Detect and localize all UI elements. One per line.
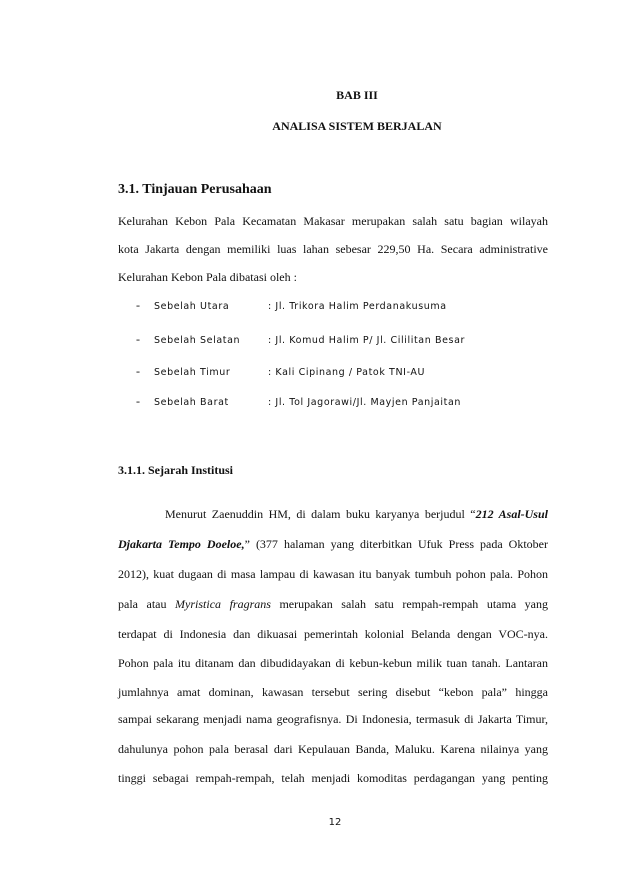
section-heading: 3.1. Tinjauan Perusahaan bbox=[118, 182, 272, 197]
book-title-part-2: Djakarta Tempo Doeloe, bbox=[118, 537, 245, 551]
border-dash-north: - bbox=[136, 298, 140, 312]
paragraph-line-6: Pohon pala itu ditanam dan dibudidayakan di kebun-kebun milik tuan tanah. Lantaran bbox=[118, 656, 548, 670]
intro-line-3: Kelurahan Kebon Pala dibatasi oleh : bbox=[118, 270, 297, 284]
paragraph-line-1: Menurut Zaenuddin HM, di dalam buku karyanya berjudul “212 Asal-Usul bbox=[165, 507, 548, 521]
chapter-number: BAB III bbox=[336, 88, 378, 102]
page-number: 12 bbox=[328, 817, 342, 828]
intro-line-1: Kelurahan Kebon Pala Kecamatan Makasar merupakan salah satu bagian wilayah bbox=[118, 214, 548, 228]
border-value-east: : Kali Cipinang / Patok TNI-AU bbox=[268, 367, 426, 378]
border-label-east: Sebelah Timur bbox=[154, 367, 231, 378]
intro-line-2: kota Jakarta dengan memiliki luas lahan sebesar 229,50 Ha. Secara administrative bbox=[118, 242, 548, 256]
paragraph-line-2: Djakarta Tempo Doeloe,” (377 halaman yang diterbitkan Ufuk Press pada Oktober bbox=[118, 537, 548, 551]
paragraph-line-7: jumlahnya amat dominan, kawasan tersebut sering disebut “kebon pala” hingga bbox=[118, 685, 548, 699]
paragraph-line-8: sampai sekarang menjadi nama geografisnya. Di Indonesia, termasuk di Jakarta Timur, bbox=[118, 712, 548, 726]
border-value-south: : Jl. Komud Halim P/ Jl. Cililitan Besar bbox=[268, 335, 465, 346]
paragraph-line-9: dahulunya pohon pala berasal dari Kepulauan Banda, Maluku. Karena nilainya yang bbox=[118, 742, 548, 756]
chapter-title: ANALISA SISTEM BERJALAN bbox=[272, 119, 442, 133]
species-name: Myristica fragrans bbox=[175, 597, 271, 611]
border-label-north: Sebelah Utara bbox=[154, 301, 230, 312]
border-dash-south: - bbox=[136, 332, 140, 346]
paragraph-line-4: pala atau Myristica fragrans merupakan salah satu rempah-rempah utama yang bbox=[118, 597, 549, 611]
border-dash-west: - bbox=[136, 394, 140, 408]
border-dash-east: - bbox=[136, 364, 140, 378]
border-label-west: Sebelah Barat bbox=[154, 397, 229, 408]
book-title-part-1: 212 Asal-Usul bbox=[475, 507, 548, 521]
border-value-north: : Jl. Trikora Halim Perdanakusuma bbox=[268, 301, 447, 312]
subsection-heading: 3.1.1. Sejarah Institusi bbox=[118, 463, 234, 477]
paragraph-line-3: 2012), kuat dugaan di masa lampau di kawasan itu banyak tumbuh pohon pala. Pohon bbox=[118, 567, 548, 581]
paragraph-line-5: terdapat di Indonesia dan dikuasai pemerintah kolonial Belanda dengan VOC-nya. bbox=[118, 627, 548, 641]
border-label-south: Sebelah Selatan bbox=[154, 335, 241, 346]
paragraph-line-10: tinggi sebagai rempah-rempah, telah menjadi komoditas perdagangan yang penting bbox=[118, 771, 548, 785]
border-value-west: : Jl. Tol Jagorawi/Jl. Mayjen Panjaitan bbox=[268, 397, 462, 408]
